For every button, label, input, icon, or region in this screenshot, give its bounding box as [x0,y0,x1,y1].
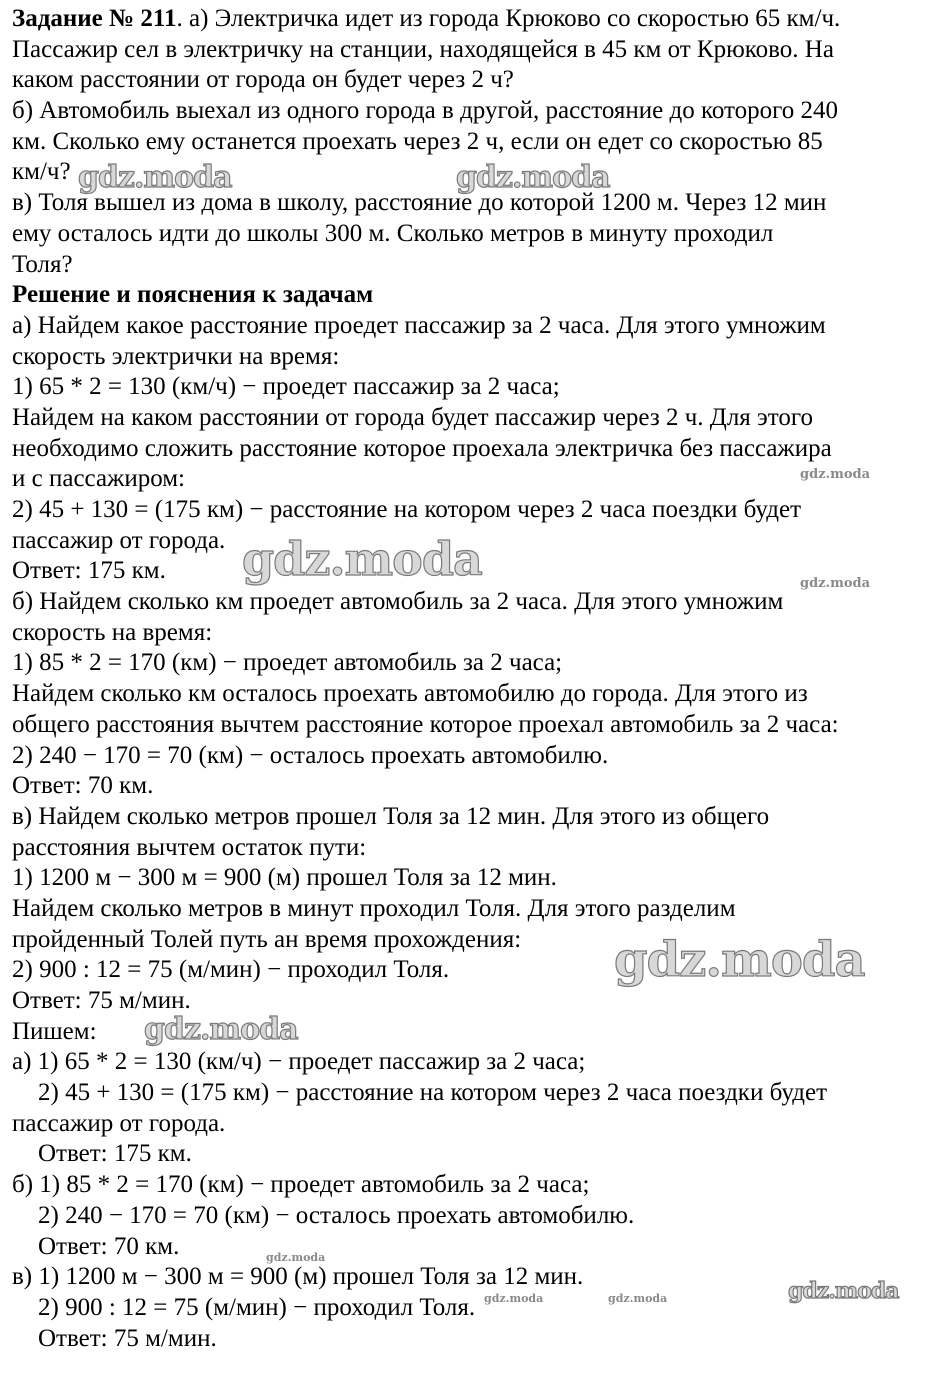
written-answer-line: Ответ: 70 км. [38,1232,180,1260]
watermark-small: gdz.moda [800,467,871,482]
solution-line: 2) 240 − 170 = 70 (км) − осталось проехать автомобилю. [12,741,609,769]
solution-line: скорость электрички на время: [12,342,340,370]
solution-line: 1) 1200 м − 300 м = 900 (м) прошел Толя за 12 мин. [12,864,557,892]
solution-line: 1) 85 * 2 = 170 (км) − проедет автомобиль за 2 часа; [12,649,563,677]
answer-line: Ответ: 70 км. [12,772,154,800]
watermark: gdz.moda [614,932,865,988]
watermark: gdz.moda [456,160,610,195]
answer-line: Ответ: 175 км. [12,557,166,585]
solution-line: Найдем сколько км осталось проехать автомобилю до города. Для этого из [12,680,808,708]
solution-line: пассажир от города. [12,526,226,554]
solution-line: пройденный Толей путь ан время прохождения: [12,925,522,953]
solution-line: 1) 65 * 2 = 130 (км/ч) − проедет пассажир за 2 часа; [12,373,560,401]
task-line: каком расстоянии от города он будет через 2 ч? [12,66,514,94]
written-heading: Пишем: [12,1017,97,1045]
written-section [12,1017,928,1355]
written-line: б) 1) 85 * 2 = 170 (км) − проедет автомобиль за 2 часа; [12,1171,590,1199]
watermark-small: gdz.moda [800,576,871,591]
written-line: а) 1) 65 * 2 = 130 (км/ч) − проедет пассажир за 2 часа; [12,1048,586,1076]
solution-line: Найдем сколько метров в минут проходил Толя. Для этого разделим [12,894,736,922]
solution-line: а) Найдем какое расстояние проедет пассажир за 2 часа. Для этого умножим [12,311,826,339]
watermark: gdz.moda [144,1012,298,1047]
document-page [12,4,928,1354]
task-line: в) Толя вышел из дома в школу, расстояние до которой 1200 м. Через 12 мин [12,189,827,217]
written-answer-line: Ответ: 175 км. [38,1140,192,1168]
solution-line: б) Найдем сколько км проедет автомобиль за 2 часа. Для этого умножим [12,588,784,616]
solution-line: в) Найдем сколько метров прошел Толя за 12 мин. Для этого из общего [12,802,770,830]
solution-line: расстояния вычтем остаток пути: [12,833,367,861]
solution-line: 2) 45 + 130 = (175 км) − расстояние на котором через 2 часа поездки будет [12,496,802,523]
written-answer-line: Ответ: 75 м/мин. [38,1324,217,1352]
solution-line: общего расстояния вычтем расстояние которое проехал автомобиль за 2 часа: [12,710,839,738]
watermark-small: gdz.moda [608,1292,668,1305]
task-statement [12,4,928,280]
written-line: 2) 900 : 12 = 75 (м/мин) − проходил Толя. [38,1293,476,1321]
task-line: Пассажир сел в электричку на станции, находящейся в 45 км от Крюково. На [12,35,834,63]
solution-heading: Решение и пояснения к задачам [12,281,374,309]
solution-line: необходимо сложить расстояние которое проехала электричка без пассажира [12,434,832,462]
solution-line: 2) 900 : 12 = 75 (м/мин) − проходил Толя. [12,956,450,984]
written-line: 2) 240 − 170 = 70 (км) − осталось проехать автомобилю. [38,1201,635,1229]
watermark-small: gdz.moda [266,1251,326,1264]
task-line: Толя? [12,250,73,278]
answer-line: Ответ: 75 м/мин. [12,987,191,1014]
task-line: Задание № 211. а) Электричка идет из города Крюково со скоростью 65 км/ч. [12,5,841,32]
task-line: ему осталось идти до школы 300 м. Сколько метров в минуту проходил [12,219,774,247]
task-line: км. Сколько ему останется проехать через 2 ч, если он едет со скоростью 85 [12,127,823,155]
watermark: gdz.moda [78,160,232,195]
written-line: 2) 45 + 130 = (175 км) − расстояние на котором через 2 часа поездки будет [38,1079,828,1107]
solution-line: Найдем на каком расстоянии от города будет пассажир через 2 ч. Для этого [12,403,814,431]
watermark: gdz.moda [242,532,482,586]
solution-section [12,280,928,1017]
watermark-small: gdz.moda [484,1292,544,1305]
task-line: б) Автомобиль выехал из одного города в другой, расстояние до которого 240 [12,97,838,125]
solution-line: скорость на время: [12,618,213,646]
task-line: км/ч? [12,158,71,186]
solution-line: и с пассажиром: [12,465,185,493]
written-line: пассажир от города. [12,1109,226,1137]
task-number: Задание № 211 [12,5,177,32]
written-line: в) 1) 1200 м − 300 м = 900 (м) прошел Толя за 12 мин. [12,1263,584,1291]
watermark: gdz.moda [788,1278,899,1304]
